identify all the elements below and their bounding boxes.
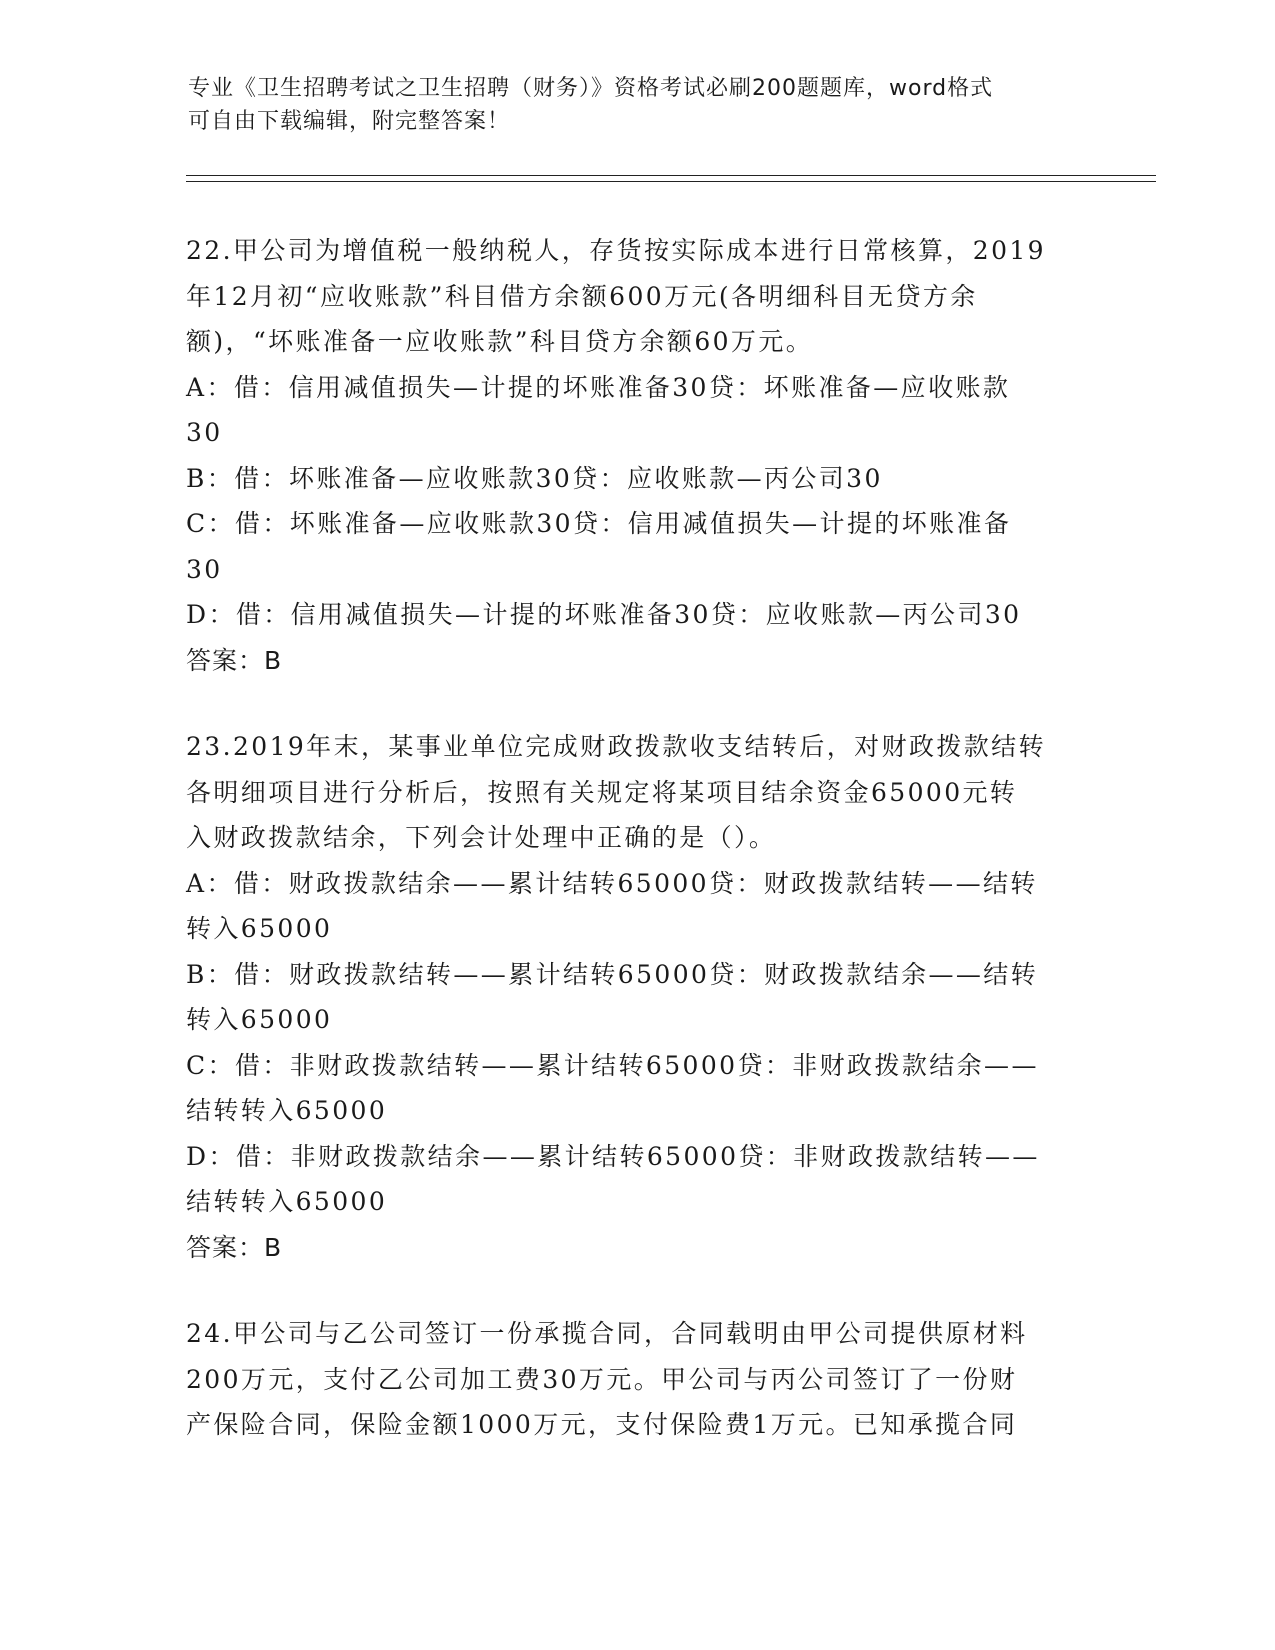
option-text: D：借：信用减值损失—计提的坏账准备30贷：应收账款—丙公司30 <box>186 600 1022 629</box>
option-b <box>186 952 1086 1043</box>
option-text: A：借：信用减值损失—计提的坏账准备30贷：坏账准备—应收账款 <box>186 372 1011 402</box>
option-d <box>186 592 1086 638</box>
option-text: B：借：坏账准备—应收账款30贷：应收账款—丙公司30 <box>186 463 883 493</box>
question-stem-line: 22.甲公司为增值税一般纳税人，存货按实际成本进行日常核算，2019 <box>186 236 1046 265</box>
header-divider <box>186 175 1156 176</box>
question-stem-line: 产保险合同，保险金额1000万元，支付保险费1万元。已知承揽合同 <box>186 1410 1018 1439</box>
option-d <box>186 1134 1086 1225</box>
document-header <box>188 72 1088 138</box>
answer-label: 答案：B <box>186 645 283 675</box>
option-text: 结转转入65000 <box>186 1096 388 1125</box>
question-stem-line: 200万元，支付乙公司加工费30万元。甲公司与丙公司签订了一份财 <box>186 1364 1018 1394</box>
option-c <box>186 501 1086 592</box>
header-title-line-2: 可自由下载编辑，附完整答案！ <box>188 109 511 134</box>
option-a <box>186 861 1086 952</box>
option-text: D：借：非财政拨款结余——累计结转65000贷：非财政拨款结转—— <box>186 1141 1040 1171</box>
question-stem-line: 年12月初“应收账款”科目借方余额600万元(各明细科目无贷方余 <box>186 281 978 311</box>
header-divider-double <box>186 181 1156 182</box>
question-23 <box>186 724 1086 1270</box>
option-text: 转入65000 <box>186 1005 333 1034</box>
answer-label: 答案：B <box>186 1232 283 1262</box>
question-22 <box>186 228 1086 683</box>
header-title-line-1: 专业《卫生招聘考试之卫生招聘（财务）》资格考试必刷200题题库，word格式 <box>188 76 994 101</box>
question-stem-line: 入财政拨款结余，下列会计处理中正确的是（）。 <box>186 823 777 852</box>
option-text: A：借：财政拨款结余——累计结转65000贷：财政拨款结转——结转 <box>186 868 1038 898</box>
question-24 <box>186 1311 1086 1448</box>
option-text: C：借：非财政拨款结转——累计结转65000贷：非财政拨款结余—— <box>186 1050 1039 1080</box>
question-stem-line: 24.甲公司与乙公司签订一份承揽合同，合同载明由甲公司提供原材料 <box>186 1319 1028 1348</box>
question-list <box>186 228 1086 1489</box>
option-text: B：借：财政拨款结转——累计结转65000贷：财政拨款结余——结转 <box>186 959 1039 989</box>
option-text: C：借：坏账准备—应收账款30贷：信用减值损失—计提的坏账准备 <box>186 509 1012 538</box>
option-a <box>186 365 1086 456</box>
option-text: 30 <box>186 554 223 584</box>
option-b <box>186 456 1086 502</box>
option-text: 转入65000 <box>186 914 333 943</box>
question-stem-line: 各明细项目进行分析后，按照有关规定将某项目结余资金65000元转 <box>186 777 1018 807</box>
question-stem-line: 23.2019年末，某事业单位完成财政拨款收支结转后，对财政拨款结转 <box>186 732 1046 761</box>
option-text: 30 <box>186 418 223 447</box>
question-stem-line: 额)，“坏账准备一应收账款”科目贷方余额60万元。 <box>186 327 814 356</box>
option-c <box>186 1043 1086 1134</box>
option-text: 结转转入65000 <box>186 1187 388 1216</box>
